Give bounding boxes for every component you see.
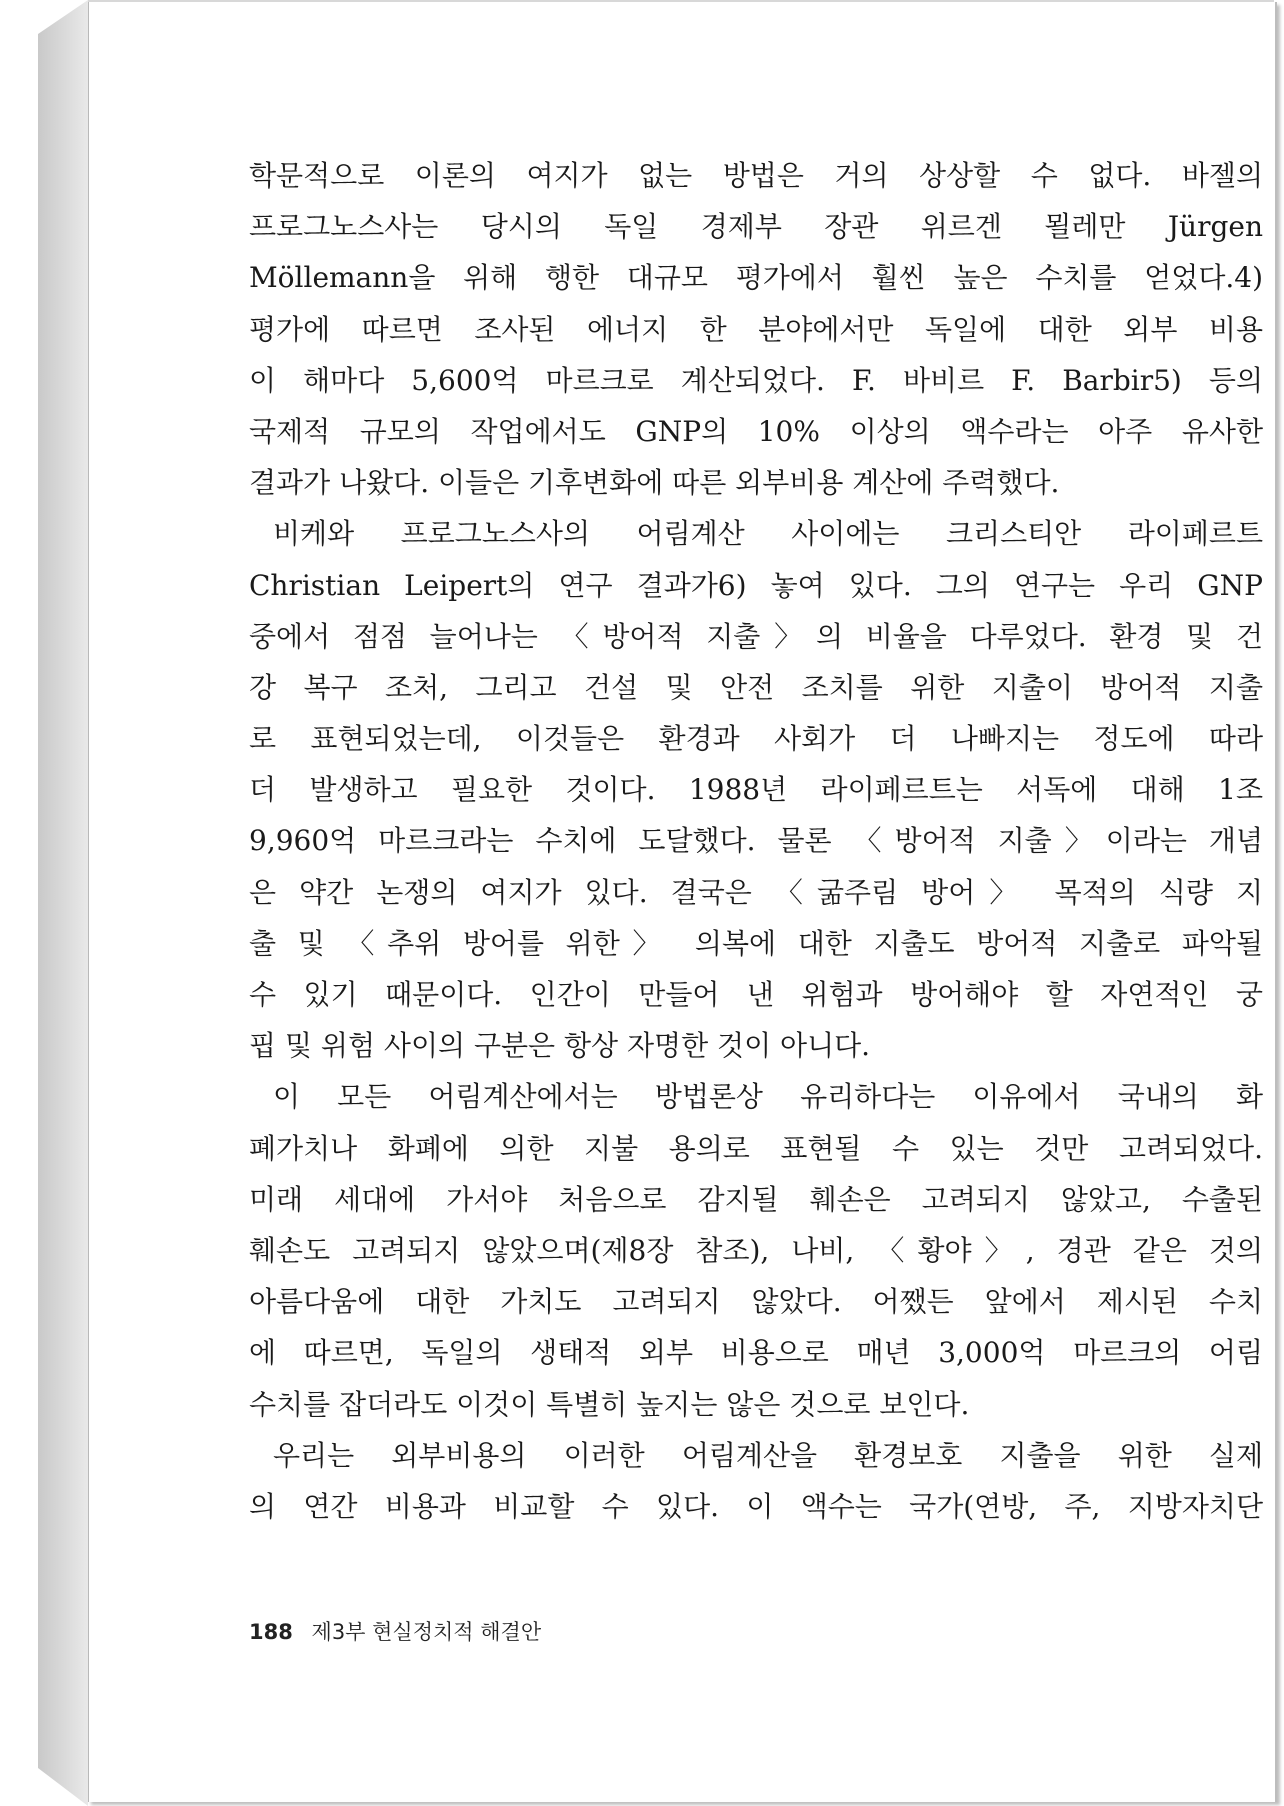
page-number: 188 (249, 1620, 293, 1644)
text-line: 결과가 나왔다. 이들은 기후변화에 따른 외부비용 계산에 주력했다. (249, 466, 1060, 500)
book-spine (38, 0, 88, 1806)
text-line: Christian Leipert의 연구 결과가6) 놓여 있다. 그의 연구는 우리 GNP (249, 568, 1263, 602)
text-line: 9,960억 마르크라는 수치에 도달했다. 물론 〈방어적 지출〉이라는 개념 (249, 824, 1263, 858)
text-line: Möllemann을 위해 행한 대규모 평가에서 훨씬 높은 수치를 얻었다.4) (249, 261, 1263, 295)
text-line: 중에서 점점 늘어나는 〈방어적 지출〉의 비율을 다루었다. 환경 및 건 (249, 619, 1263, 653)
text-line: 의 연간 비용과 비교할 수 있다. 이 액수는 국가(연방, 주, 지방자치단 (249, 1489, 1263, 1523)
text-line: 훼손도 고려되지 않았으며(제8장 참조), 나비, 〈황야〉, 경관 같은 것의 (249, 1233, 1263, 1267)
text-line: 핍 및 위험 사이의 구분은 항상 자명한 것이 아니다. (249, 1029, 871, 1063)
text-line: 학문적으로 이론의 여지가 없는 방법은 거의 상상할 수 없다. 바젤의 (249, 159, 1263, 192)
text-line: 이 해마다 5,600억 마르크로 계산되었다. F. 바비르 F. Barbir5) 등의 (249, 363, 1263, 397)
text-line: 더 발생하고 필요한 것이다. 1988년 라이페르트는 서독에 대해 1조 (249, 773, 1263, 807)
text-line: 은 약간 논쟁의 여지가 있다. 결국은 〈굶주림 방어〉 목적의 식량 지 (249, 875, 1263, 909)
text-line: 강 복구 조처, 그리고 건설 및 안전 조치를 위한 지출이 방어적 지출 (249, 670, 1263, 704)
book-page (88, 2, 1277, 1802)
text-line: 프로그노스사는 당시의 독일 경제부 장관 위르겐 묄레만 Jürgen (249, 210, 1263, 244)
text-line: 수치를 잡더라도 이것이 특별히 높지는 않은 것으로 보인다. (249, 1387, 970, 1421)
text-line: 출 및 〈추위 방어를 위한〉 의복에 대한 지출도 방어적 지출로 파악될 (249, 926, 1263, 960)
text-line: 국제적 규모의 작업에서도 GNP의 10% 이상의 액수라는 아주 유사한 (249, 414, 1263, 448)
text-line: 폐가치나 화폐에 의한 지불 용의로 표현될 수 있는 것만 고려되었다. (249, 1131, 1263, 1165)
text-line: 에 따르면, 독일의 생태적 외부 비용으로 매년 3,000억 마르크의 어림 (249, 1336, 1263, 1370)
text-line: 평가에 따르면 조사된 에너지 한 분야에서만 독일에 대한 외부 비용 (249, 312, 1263, 346)
text-line: 로 표현되었는데, 이것들은 환경과 사회가 더 나빠지는 정도에 따라 (249, 722, 1263, 756)
text-line: 미래 세대에 가서야 처음으로 감지될 훼손은 고려되지 않았고, 수출된 (249, 1182, 1263, 1216)
page-footer (249, 1616, 541, 1646)
body-text (249, 150, 1263, 1532)
text-line: 수 있기 때문이다. 인간이 만들어 낸 위험과 방어해야 할 자연적인 궁 (249, 978, 1263, 1011)
text-line: 우리는 외부비용의 이러한 어림계산을 환경보호 지출을 위한 실제 (273, 1438, 1263, 1472)
text-line: 이 모든 어림계산에서는 방법론상 유리하다는 이유에서 국내의 화 (273, 1080, 1263, 1114)
text-line: 아름다움에 대한 가치도 고려되지 않았다. 어쨌든 앞에서 제시된 수치 (249, 1285, 1263, 1319)
text-line: 비케와 프로그노스사의 어림계산 사이에는 크리스티안 라이페르트 (273, 517, 1263, 551)
running-head: 제3부 현실정치적 해결안 (311, 1620, 542, 1644)
